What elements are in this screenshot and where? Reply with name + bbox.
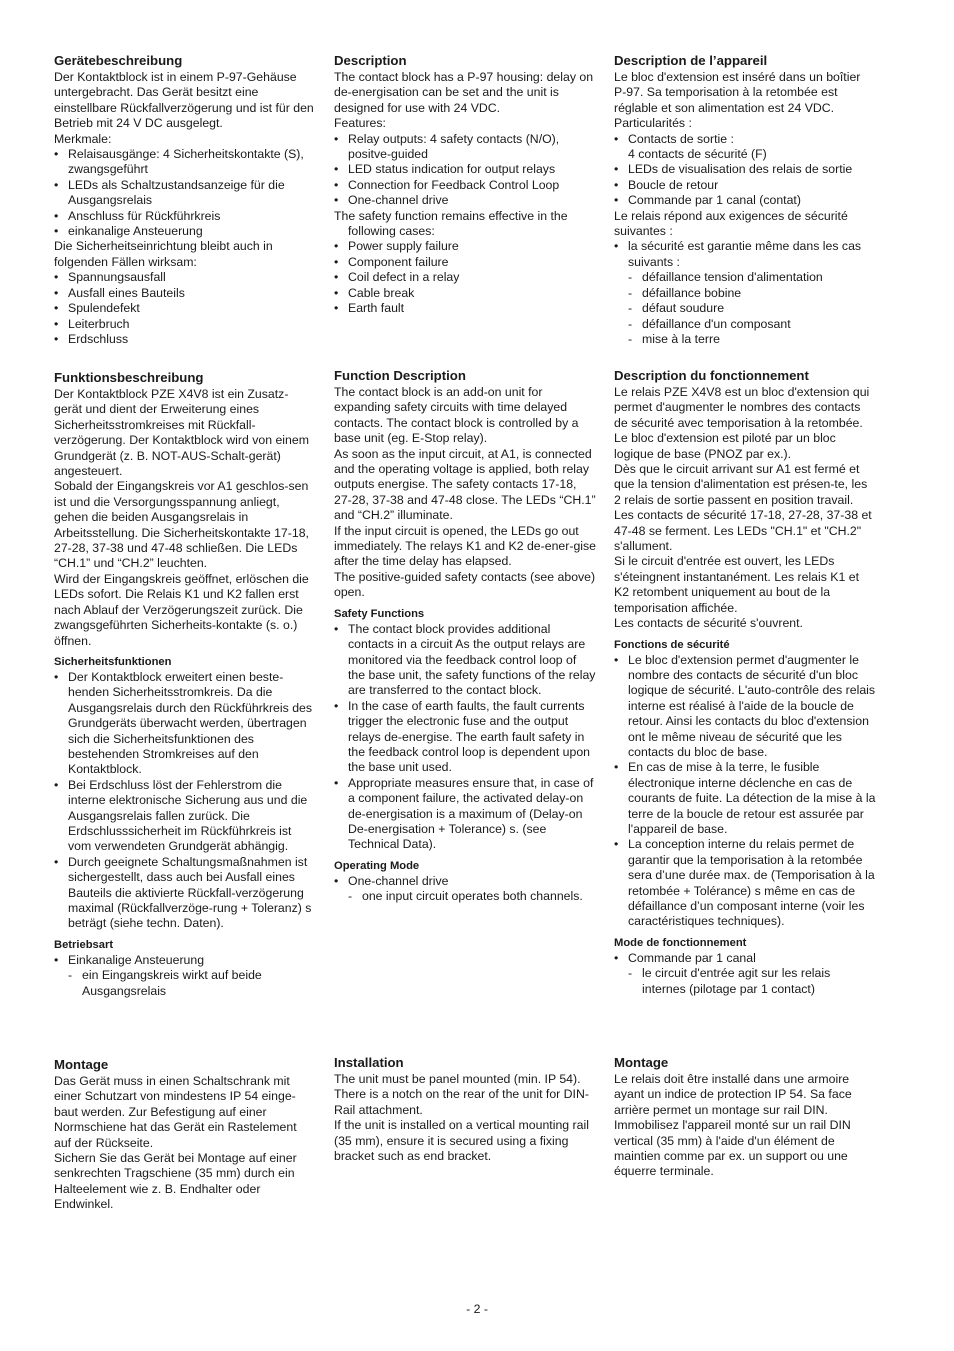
operating-mode-list [614,951,876,997]
list-item: • Boucle de retour [614,178,876,193]
list-item: • Component failure [334,255,596,270]
subsection-title: Sicherheitsfunktionen [54,655,172,668]
paragraph: The unit must be panel mounted (min. IP 54). There is a notch on the rear of the unit for DIN-Rail attachment. [334,1072,589,1117]
list-subitem: - défaillance d'un composant [614,317,876,332]
list-item: • Anschluss für Rückführkreis [54,209,316,224]
list-item: • Spulendefekt [54,301,316,316]
safety-intro: Die Sicherheitseinrichtung bleibt auch in folgenden Fällen wirksam: [54,239,273,269]
section-montage-fr [614,1055,876,1180]
section-title: Installation [334,1055,404,1070]
list-item-continuation: 4 contacts de sécurité (F) [628,147,767,162]
section-title: Gerätebeschreibung [54,53,183,68]
list-item: • Coil defect in a relay [334,270,596,285]
list-item: • Earth fault [334,301,596,316]
safety-intro: Le relais répond aux exigences de sécurité suivantes : [614,208,848,239]
features-label: Features: [334,116,386,131]
cases-list [334,239,596,316]
paragraph: Les contacts de sécurité s'ouvrent. [614,616,803,631]
list-item: • Relay outputs: 4 safety contacts (N/O), positve-guided [334,132,596,163]
paragraph: Si le circuit d'entrée est ouvert, les LEDs s'éteingnent instantanément. Les relais K1 et K2 retombent uniquement au bout de la temporisation affichée. [614,554,860,615]
section-title: Description de l’appareil [614,53,768,68]
list-item: • Ausfall eines Bauteils [54,286,316,301]
list-item: • Spannungsausfall [54,270,316,285]
features-label: Merkmale: [54,131,112,146]
section-montage [54,1057,316,1213]
list-item: • Cable break [334,286,596,301]
section-title: Description [334,53,407,68]
list-subitem: - défaillance tension d'alimentation [614,270,876,285]
list-item: • Durch geeignete Schaltungsmaßnahmen ist sichergestellt, dass auch bei Ausfall eines Bauteils die aktivierte Rückfall-verzögerung maximal (Rückfallverzöge-rung + Toleranz) s beträgt (siehe techn. Daten). [54,855,316,932]
features-list [54,147,316,239]
intro-text: Le bloc d'extension est inséré dans un boîtier P-97. Sa temporisation à la retombée est réglable et son alimentation est 24 VDC. [614,70,861,115]
list-item: • La conception interne du relais permet de garantir que la temporisation à la retombée sera d’une durée max. de (Temporisation à la retombée + Tolérance) s même en cas de défaillance d’un composant interne (voir les caractéristiques techniques). [614,837,876,929]
paragraph: Dès que le circuit arrivant sur A1 est fermé et que la tension d'alimentation est présen-te, les 2 relais de sortie passent en position travail. Les contacts de sécurité 17-18, 27-28, 37-38 et 47-48 se ferment. Les LEDs "CH.1" et "CH.2" s'allument. [614,462,872,554]
subsection-title: Mode de fonctionnement [614,936,747,949]
list-item: • One-channel drive [334,193,596,208]
safety-functions-list [614,653,876,930]
list-item: • Commande par 1 canal (contat) [614,193,876,208]
cases-list [54,270,316,347]
paragraph: The contact block is an add-on unit for expanding safety circuits with time delayed contacts. The contact block is controlled by a base unit (eg. E-Stop relay). [334,385,579,446]
section-geraetebeschreibung [54,53,316,347]
list-item: • One-channel drive [334,874,596,889]
paragraph: Der Kontaktblock PZE X4V8 ist ein Zusatz-gerät und dient der Erweiterung eines Sicherheitsstromkreises mit Rückfall-verzögerung. Der Kontaktblock wird von einem Grundgerät (z. B. NOT-AUS-Schalt-gerät) angesteuert. [54,387,309,479]
list-item: • einkanalige Ansteuerung [54,224,316,239]
safety-functions-list [54,670,316,932]
safety-intro: The safety function remains effective in the following cases: [334,208,568,239]
paragraph: Le relais doit être installé dans une armoire ayant un indice de protection IP 54. Sa face arrière permet un montage sur rail DIN. Immobilisez l'appareil monté sur un rail DIN vertical (35 mm) à l'aide d'un élément de maintien comme par ex. un support ou une équerre terminale. [614,1072,852,1179]
list-item: • Bei Erdschluss löst der Fehlerstrom die interne elektronische Sicherung aus und die Ausgangsrelais fallen zurück. Die Erdschlusssicherheit im Rückführkreis ist vom verwendeten Grundgerät abhängig. [54,778,316,855]
section-description [334,53,596,317]
section-title: Description du fonctionnement [614,368,809,383]
features-list [334,132,596,209]
section-title: Montage [614,1055,669,1070]
list-item: • LEDs de visualisation des relais de sortie [614,162,876,177]
paragraph: Wird der Eingangskreis geöffnet, erlöschen die LEDs sofort. Die Relais K1 und K2 fallen erst nach Ablauf der Verzögerungszeit zurück. Die zwangsgeführten Sicherheits-kontakte (s. o.) öffnen. [54,571,309,648]
paragraph: Das Gerät muss in einen Schaltschrank mit einer Schutzart von mindestens IP 54 einge-baut werden. Zur Befestigung auf einer Normschiene hat das Gerät ein Rastelement auf der Rückseite. [54,1074,297,1150]
list-item: • Der Kontaktblock erweitert einen beste-henden Sicherheitsstromkreis. Da die Ausgangsrelais durch den Rückführkreis des Grundgeräts überwacht werden, übertragen sich die Sicherheitsfunktionen des bestehenden Stromkreises auf den Kontaktblock. [54,670,316,778]
operating-mode-list [334,874,596,905]
list-item: • Leiterbruch [54,317,316,332]
list-item: • Appropriate measures ensure that, in case of a component failure, the activated delay-on de-energisation is a maximum of (Delay-on De-energisation + Tolerance) s. (see Technical Data). [334,776,596,853]
cases-list [614,239,876,347]
list-item: • The contact block provides additional contacts in a circuit As the output relays are monitored via the feedback control loop of the base unit, the safety functions of the relay are transferred to the contact block. [334,622,596,699]
list-item: • Power supply failure [334,239,596,254]
intro-text: The contact block has a P-97 housing: delay on de-energisation can be set and the unit is designed for use with 24 VDC. [334,70,594,115]
subsection-title: Betriebsart [54,938,114,951]
section-title: Montage [54,1057,109,1072]
list-item: • Le bloc d'extension permet d'augmenter le nombre des contacts de sécurité d'un bloc logique de sécurité. L'auto-contrôle des relais interne est réalisé à l'aide de la boucle de retour. Ainsi les contacts du bloc d'extension ont le même niveau de sécurité que les contacts du bloc de base. [614,653,876,761]
list-item: • Relaisausgänge: 4 Sicherheitskontakte (S), zwangsgeführt [54,147,316,178]
list-subitem: - défaillance bobine [614,286,876,301]
list-subitem: - one input circuit operates both channels. [334,889,596,904]
paragraph: If the input circuit is opened, the LEDs go out immediately. The relays K1 and K2 de-ener-gise after the time delay has elapsed. [334,523,597,569]
list-item: • En cas de mise à la terre, le fusible électronique interne déclenche en cas de courants de fuite. La détection de la mise à la terre de la boucle de retour est assurée par l'appareil de base. [614,760,876,837]
list-item: • In the case of earth faults, the fault currents trigger the electronic fuse and the output relays de-energise. The earth fault safety in the feedback control loop is dependent upon the base unit used. [334,699,596,776]
list-subitem: - le circuit d'entrée agit sur les relais internes (pilotage par 1 contact) [614,966,876,997]
list-item: • LEDs als Schaltzustandsanzeige für die Ausgangsrelais [54,178,316,209]
features-label: Particularités : [614,116,692,131]
list-item: • la sécurité est garantie même dans les cas suivants : [614,239,876,270]
section-description-fonctionnement [614,368,876,997]
section-funktionsbeschreibung [54,370,316,999]
subsection-title: Operating Mode [334,859,420,872]
list-subitem: - ein Eingangskreis wirkt auf beide Ausgangsrelais [54,968,316,999]
list-item: • LED status indication for output relays [334,162,596,177]
intro-text: Der Kontaktblock ist in einem P-97-Gehäuse untergebracht. Das Gerät besitzt eine einstellbare Rückfallverzögerung und ist für den Betrieb mit 24 V DC ausgelegt. [54,70,314,131]
list-subitem: - mise à la terre [614,332,876,347]
section-function-description [334,368,596,905]
list-item: • Connection for Feedback Control Loop [334,178,596,193]
subsection-title: Safety Functions [334,607,425,620]
safety-functions-list [334,622,596,853]
section-description-appareil [614,53,876,347]
paragraph: Sobald der Eingangskreis vor A1 geschlos-sen ist und die Versorgungsspannung anliegt, gehen die beiden Ausgangsrelais in Arbeitsstellung. Die Sicherheitskontakte 17-18, 27-28, 37-38 und 47-48 schließen. Die LEDs “CH.1” und “CH.2” leuchten. [54,479,309,571]
section-title: Function Description [334,368,466,383]
list-item: • Contacts de sortie : [614,132,876,147]
section-title: Funktionsbeschreibung [54,370,204,385]
list-subitem: - défaut soudure [614,301,876,316]
page-number: - 2 - [466,1302,488,1316]
operating-mode-list [54,953,316,999]
paragraph: The positive-guided safety contacts (see above) open. [334,569,596,600]
list-item: • Einkanalige Ansteuerung [54,953,316,968]
paragraph: Sichern Sie das Gerät bei Montage auf einer senkrechten Tragschiene (35 mm) durch ein Halteelement wie z. B. Endhalter oder Endwinkel. [54,1151,297,1212]
list-item: • Commande par 1 canal [614,951,876,966]
subsection-title: Fonctions de sécurité [614,638,730,651]
features-list [614,132,876,209]
paragraph: If the unit is installed on a vertical mounting rail (35 mm), ensure it is secured using a fixing bracket such as end bracket. [334,1118,589,1164]
list-item: • Erdschluss [54,332,316,347]
paragraph: Le relais PZE X4V8 est un bloc d'extension qui permet d'augmenter le nombres des contacts de sécurité avec temporisation à la retombée. Le bloc d'extension est piloté par un bloc logique de base (PNOZ par ex.). [614,385,870,461]
paragraph: As soon as the input circuit, at A1, is connected and the operating voltage is applied, both relay outputs energise. The safety contacts 17-18, 27-28, 37-38 and 47-48 close. The LEDs “CH.1” and “CH.2” illuminate. [334,446,596,523]
section-installation [334,1055,596,1164]
